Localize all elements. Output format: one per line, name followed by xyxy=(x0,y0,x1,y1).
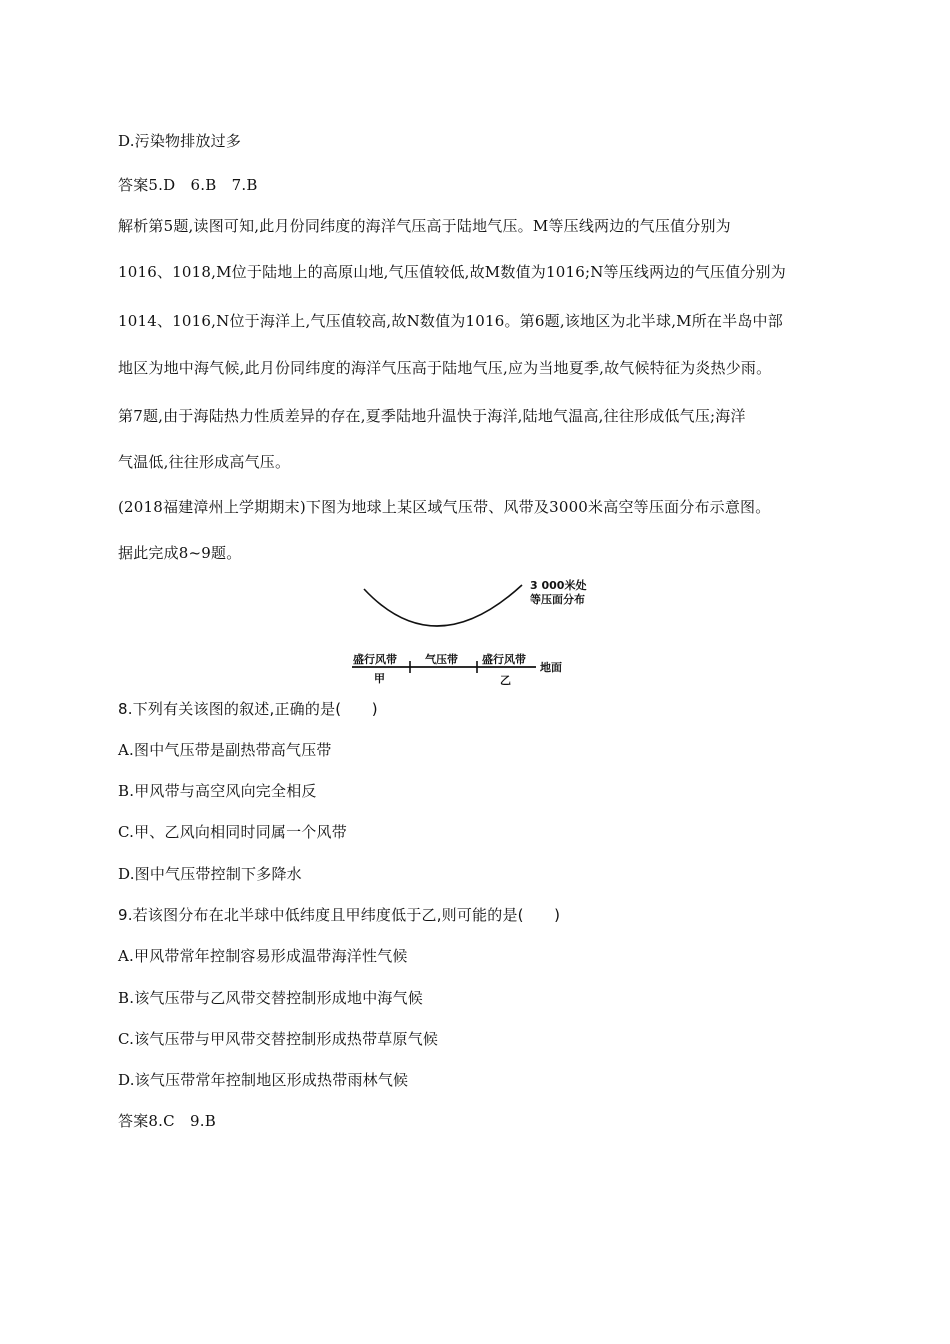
prev-option-d: D.污染物排放过多 xyxy=(118,132,242,150)
q9-option-c: C.该气压带与甲风带交替控制形成热带草原气候 xyxy=(118,1030,439,1048)
analysis-line-3: 1014、1016,N位于海洋上,气压值较高,故N数值为1016。第6题,该地区为北半球,M所在半岛中部 xyxy=(118,312,783,330)
q9-option-d: D.该气压带常年控制地区形成热带雨林气候 xyxy=(118,1071,409,1089)
label-yi: 乙 xyxy=(500,674,511,687)
label-ground: 地面 xyxy=(540,661,562,674)
q9-option-a: A.甲风带常年控制容易形成温带海洋性气候 xyxy=(118,947,408,965)
q8-option-b: B.甲风带与高空风向完全相反 xyxy=(118,782,317,800)
analysis-line-2: 1016、1018,M位于陆地上的高原山地,气压值较低,故M数值为1016;N等压线两边的气压值分别为 xyxy=(118,263,786,281)
label-3000m: 3 000米处 xyxy=(530,579,587,592)
analysis-line-4: 地区为地中海气候,此月份同纬度的海洋气压高于陆地气压,应为当地夏季,故气候特征为炎热少雨。 xyxy=(118,359,772,377)
q9-option-b: B.该气压带与乙风带交替控制形成地中海气候 xyxy=(118,989,423,1007)
pressure-belt-diagram xyxy=(350,575,600,695)
answer-5-7: 答案5.D 6.B 7.B xyxy=(118,176,258,194)
label-isobaric: 等压面分布 xyxy=(530,593,585,606)
q8-option-a: A.图中气压带是副热带高气压带 xyxy=(118,741,332,759)
label-pressure-belt: 气压带 xyxy=(425,653,458,666)
label-jia: 甲 xyxy=(374,672,385,685)
intro-line-1: (2018福建漳州上学期期末)下图为地球上某区域气压带、风带及3000米高空等压面分布示意图。 xyxy=(118,498,771,516)
answer-8-9: 答案8.C 9.B xyxy=(118,1112,216,1130)
analysis-line-5: 第7题,由于海陆热力性质差异的存在,夏季陆地升温快于海洋,陆地气温高,往往形成低气压;海洋 xyxy=(118,407,746,425)
label-prevailing-wind-left: 盛行风带 xyxy=(353,653,397,666)
q8-option-d: D.图中气压带控制下多降水 xyxy=(118,865,302,883)
q8-option-c: C.甲、乙风向相同时同属一个风带 xyxy=(118,823,347,841)
isobaric-surface-curve xyxy=(364,585,522,626)
q8-stem: 8.下列有关该图的叙述,正确的是( ) xyxy=(118,700,378,718)
label-prevailing-wind-right: 盛行风带 xyxy=(482,653,526,666)
analysis-line-1: 解析第5题,读图可知,此月份同纬度的海洋气压高于陆地气压。M等压线两边的气压值分别为 xyxy=(118,217,731,235)
intro-line-2: 据此完成8~9题。 xyxy=(118,544,242,562)
analysis-line-6: 气温低,往往形成高气压。 xyxy=(118,453,291,471)
q9-stem: 9.若该图分布在北半球中低纬度且甲纬度低于乙,则可能的是( ) xyxy=(118,906,561,924)
